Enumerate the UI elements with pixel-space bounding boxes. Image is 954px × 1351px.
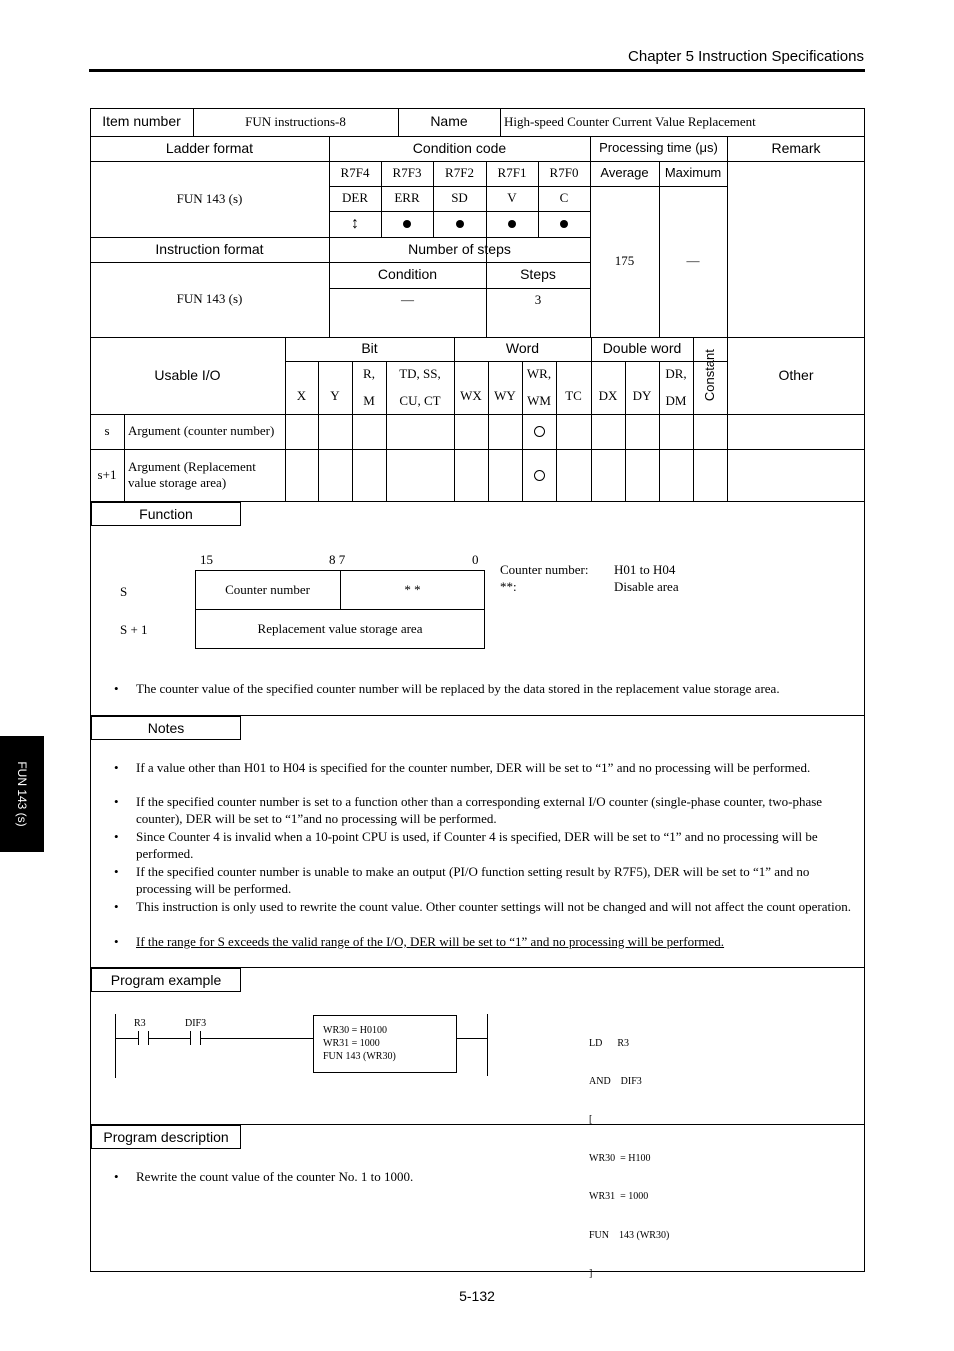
item-number-value: FUN instructions-8 [245,113,346,129]
maximum-value: — [686,253,700,269]
row-s1-label: S + 1 [120,622,148,637]
col-td-cu [386,361,454,414]
listing-line: AND DIF3 [589,1075,642,1087]
filled-dot-icon [486,211,538,237]
filled-dot-icon [433,211,486,237]
cc-flag-r7f0: R7F0 [549,165,579,181]
word-label: Word [505,340,540,357]
row-s-label: S [120,584,128,599]
disable-area-cell: * * [404,581,421,597]
note-item: • If a value other than H01 to H04 is specified for the counter number, DER will be set to “1” and no processing will be performed. [136,759,856,776]
col-dr-dm [659,361,693,414]
constant-label: Constant [701,349,717,402]
condition-label: Condition [377,266,438,283]
row-s1-symbol: s+1 [97,466,117,482]
cc-name-sd: SD [451,190,468,206]
col-tc: TC [565,388,582,404]
steps-label: Steps [520,266,556,283]
cc-flag-r7f4: R7F4 [340,165,370,181]
col-x: X [296,388,307,404]
col-wy: WY [494,388,516,404]
number-of-steps-label: Number of steps [408,240,511,257]
cc-name-der: DER [342,190,368,206]
open-circle-icon [522,449,556,501]
row-s-symbol: s [104,423,110,439]
updown-arrow-icon: ↕ [351,215,359,232]
col-r-m [352,361,386,414]
cc-name-err: ERR [394,190,420,206]
cc-flag-r7f1: R7F1 [497,165,527,181]
bit-0-label: 0 [472,552,479,567]
header-rule [89,69,865,72]
filled-dot-icon [538,211,590,237]
remark-label: Remark [771,139,821,156]
cc-name-v: V [507,190,517,206]
box-line: WR31 = 1000 [323,1038,380,1049]
col-dx: DX [598,388,618,404]
note-item: • This instruction is only used to rewrite the count value. Other counter settings will not be changed and will not affect the count operation. [136,898,856,915]
col-td: TD, SS, [399,366,441,382]
contact-dif3 [190,1031,201,1045]
contact-dif3-label: DIF3 [185,1018,207,1029]
average-value: 175 [614,253,635,269]
bit-15-label: 15 [200,552,213,567]
instruction-format-value: FUN 143 (s) [176,291,243,307]
processing-time-label: Processing time (μs) [599,140,718,156]
usable-io-label: Usable I/O [154,366,221,383]
listing-line: WR31 = 1000 [589,1191,649,1203]
col-wm: WM [527,392,551,408]
legend-stars-key: **: [500,579,517,594]
processing-box-text [323,1024,396,1063]
filled-dot-icon [381,211,433,237]
ladder-format-value: FUN 143 (s) [176,190,243,206]
listing-line: WR30 = H100 [589,1152,651,1164]
notes-label: Notes [91,716,241,740]
replacement-area-cell: Replacement value storage area [257,620,423,636]
contact-r3-label: R3 [134,1018,146,1029]
condition-code-label: Condition code [412,139,507,156]
bit-label: Bit [361,340,378,357]
col-dy: DY [632,388,652,404]
open-circle-icon [522,414,556,449]
col-y: Y [330,388,340,404]
bit-8-7-label: 8 7 [329,552,346,567]
legend-counter-value: H01 to H04 [614,562,676,577]
item-number-label: Item number [102,113,181,130]
function-label: Function [91,502,241,526]
listing-line: ] [589,1267,593,1279]
instruction-format-label: Instruction format [155,240,264,257]
row-s-desc: Argument (counter number) [128,423,275,439]
col-r: R, [363,366,375,382]
note-item: • If the range for S exceeds the valid range of the I/O, DER will be set to “1” and no processing will be performed. [136,933,856,950]
legend-counter-key: Counter number: [500,562,589,577]
program-listing [589,1012,669,1294]
ladder-format-label: Ladder format [165,139,254,156]
name-value: High-speed Counter Current Value Replacement [504,113,756,129]
program-description-label: Program description [91,1125,241,1149]
listing-line: [ [589,1114,593,1126]
cc-name-c: C [559,190,569,206]
col-m: M [363,392,375,408]
listing-line: FUN 143 (WR30) [589,1229,670,1241]
note-item: • If the specified counter number is set to a function other than a corresponding external I/O counter (single-phase counter, two-phase counter), DER will be set to “1”and no processing will be performed. [136,793,856,827]
average-label: Average [600,165,649,181]
col-wx: WX [460,388,482,404]
counter-number-cell: Counter number [225,581,310,597]
col-wr-wm [522,361,556,414]
note-item: • If the specified counter number is unable to make an output (PI/O function setting result by R7F5), DER will be set to “1” and no processing will be performed. [136,863,856,897]
contact-r3 [138,1031,149,1045]
box-line: FUN 143 (WR30) [323,1051,396,1062]
row-s1-desc: Argument (Replacement value storage area) [128,458,256,490]
side-tab [0,736,44,852]
col-wr: WR, [526,366,552,382]
listing-line: LD R3 [589,1037,629,1049]
legend-stars-value: Disable area [614,579,679,594]
col-cu: CU, CT [399,392,441,408]
steps-value: 3 [534,292,542,308]
side-tab-label: FUN 143 (s) [15,761,29,827]
program-description-bullet: • Rewrite the count value of the counter No. 1 to 1000. [136,1168,856,1185]
chapter-header: Chapter 5 Instruction Specifications [628,48,864,65]
double-word-label: Double word [602,340,682,357]
program-example-label: Program example [91,968,241,992]
col-dr: DR, [665,366,687,382]
name-label: Name [430,113,468,130]
cc-flag-r7f3: R7F3 [392,165,422,181]
cc-flag-r7f2: R7F2 [445,165,474,181]
box-line: WR30 = H0100 [323,1025,387,1036]
condition-value: — [401,292,414,308]
col-dm: DM [665,392,687,408]
note-item: • Since Counter 4 is invalid when a 10-point CPU is used, if Counter 4 is specified, DER will be set to “1” and no processing will be performed. [136,828,856,862]
other-label: Other [778,366,814,383]
maximum-label: Maximum [664,165,722,181]
page-number: 5-132 [459,1288,495,1304]
function-bullet: • The counter value of the specified counter number will be replaced by the data stored in the replacement value storage area. [136,680,856,697]
